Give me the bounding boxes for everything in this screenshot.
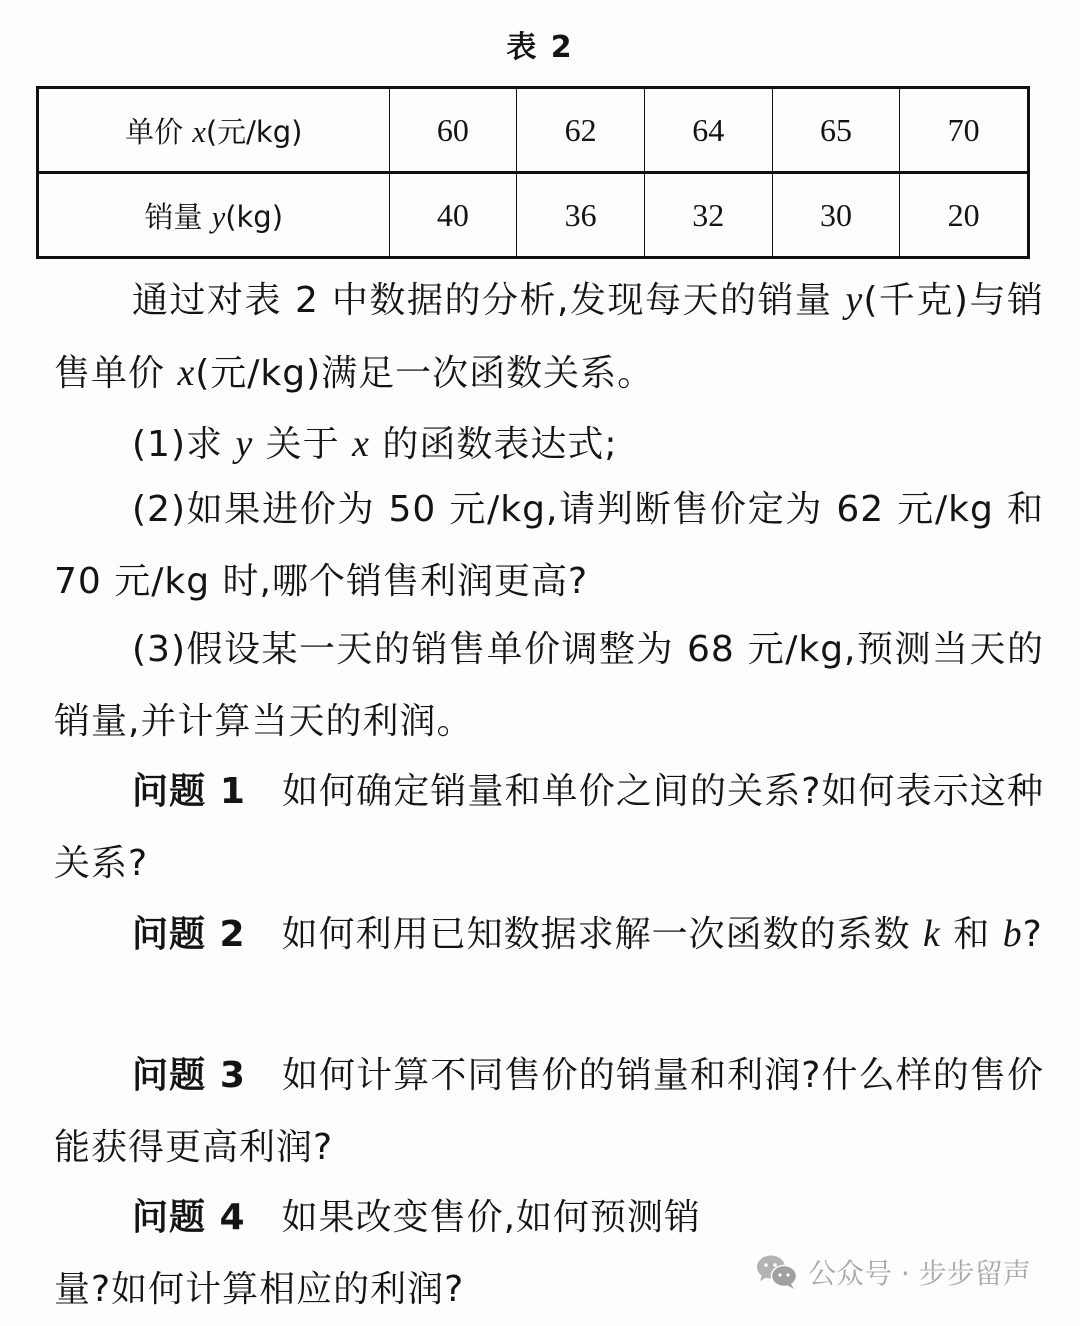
table-cell: 60: [389, 88, 517, 173]
variable-x: x: [352, 423, 370, 465]
problem-text: 和: [940, 914, 1003, 955]
variable-x: x: [192, 114, 206, 149]
intro-text: 通过对表 2 中数据的分析,发现每天的销量: [132, 280, 846, 321]
problem-label: 问题 3: [132, 1055, 246, 1096]
table-row-price: [38, 88, 1029, 173]
problem-label: 问题 1: [132, 771, 246, 812]
intro-text: (千克)与销售单价: [54, 280, 1044, 394]
question-text: 关于: [253, 424, 353, 465]
variable-y: y: [235, 423, 254, 465]
row-header-sales: [38, 173, 390, 258]
problem-label: 问题 4: [132, 1197, 246, 1238]
table-cell: 62: [517, 88, 645, 173]
table-cell: 30: [772, 173, 900, 258]
question-1: [54, 408, 1044, 481]
table-cell: 36: [517, 173, 645, 258]
table-cell: 20: [900, 173, 1029, 258]
problem-text: 如果改变售价,如何预测销量?如何计算相应的利润?: [54, 1197, 702, 1310]
table-cell: 70: [900, 88, 1029, 173]
table-cell: 32: [644, 173, 772, 258]
problem-4: [54, 1182, 754, 1326]
row-header-text: 销量: [144, 199, 212, 234]
variable-x: x: [177, 352, 196, 394]
problem-3: [54, 1040, 1044, 1184]
question-3: (3)假设某一天的销售单价调整为 68 元/kg,预测当天的销量,并计算当天的利润。: [54, 629, 1044, 742]
price-sales-table: [36, 86, 1030, 259]
variable-k: k: [923, 913, 941, 955]
watermark: [756, 1252, 1031, 1292]
problem-text: 如何计算不同售价的销量和利润?什么样的售价能获得更高利润?: [54, 1055, 1044, 1168]
variable-y: y: [211, 199, 226, 234]
table-cell: 40: [389, 173, 517, 258]
question-text: (1)求: [132, 424, 236, 465]
question-2: (2)如果进价为 50 元/kg,请判断售价定为 62 元/kg 和 70 元/kg 时,哪个销售利润更高?: [54, 489, 1044, 602]
problem-1: [54, 756, 1044, 900]
table-row-sales: [38, 173, 1029, 258]
problem-text: ?: [1022, 914, 1043, 955]
row-header-price: [38, 88, 390, 173]
intro-text: (元/kg)满足一次函数关系。: [195, 353, 655, 394]
row-header-text: 单价: [125, 114, 193, 149]
row-header-unit: (kg): [225, 199, 284, 234]
problem-2: [54, 898, 1044, 971]
row-header-unit: (元/kg): [205, 114, 303, 149]
table-cell: 65: [772, 88, 900, 173]
problem-text: 如何利用已知数据求解一次函数的系数: [281, 914, 924, 955]
watermark-text: 公众号 · 步步留声: [808, 1257, 1031, 1290]
problem-label: 问题 2: [132, 914, 246, 955]
wechat-icon: [756, 1254, 798, 1290]
intro-paragraph: [54, 264, 1044, 410]
table-cell: 64: [644, 88, 772, 173]
question-text: 的函数表达式;: [369, 424, 618, 465]
variable-b: b: [1002, 913, 1023, 955]
variable-y: y: [845, 279, 864, 321]
table-caption: 表 2: [506, 30, 574, 65]
problem-text: 如何确定销量和单价之间的关系?如何表示这种关系?: [54, 771, 1044, 884]
